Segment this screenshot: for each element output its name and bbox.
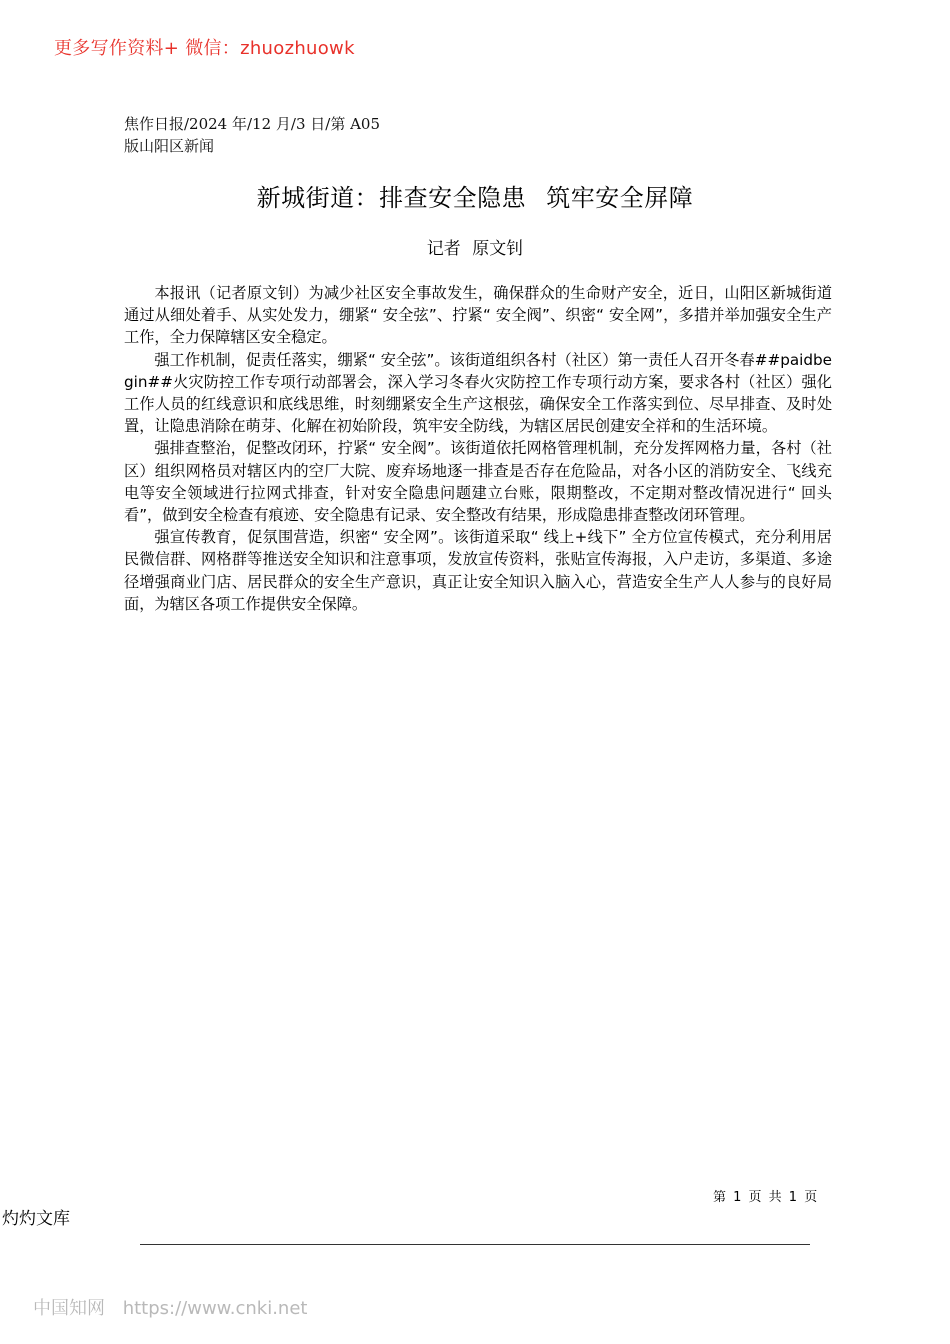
article-byline: 记者 原文钊 (426, 239, 524, 259)
footer-divider (140, 1244, 810, 1245)
article-title: 新城街道：排查安全隐患 筑牢安全屏障 (256, 184, 694, 212)
article-body (124, 282, 832, 615)
article-paragraph: 强排查整治，促整改闭环，拧紧“ 安全阀”。该街道依托网格管理机制，充分发挥网格力量，各村（社区）组织网格员对辖区内的空厂大院、废弃场地逐一排查是否存在危险品，对各小区的消防安全、飞线充电等安全领域进行拉网式排查，针对安全隐患问题建立台账，限期整改，不定期对整改情况进行“ 回头看”，做到安全检查有痕迹、安全隐患有记录、安全整改有结果，形成隐患排查整改闭环管理。 (124, 439, 832, 525)
source-line-2: 版山阳区新闻 (124, 137, 215, 155)
library-label: 灼灼文库 (2, 1209, 70, 1229)
cnki-watermark: 中国知网 https://www.cnki.net (33, 1298, 308, 1319)
source-line-1: 焦作日报/2024 年/12 月/3 日/第 A05 (124, 115, 381, 133)
article-paragraph: 本报讯（记者原文钊）为减少社区安全事故发生，确保群众的生命财产安全，近日，山阳区新城街道通过从细处着手、从实处发力，绷紧“ 安全弦”、拧紧“ 安全阀”、织密“ 安全网”，多措并举加强安全生产工作，全力保障辖区安全稳定。 (124, 284, 832, 347)
page-number: 第 1 页 共 1 页 (713, 1190, 818, 1205)
promo-banner: 更多写作资料+ 微信：zhuozhuowk (54, 38, 355, 59)
article-paragraph: 强工作机制，促责任落实，绷紧“ 安全弦”。该街道组织各村（社区）第一责任人召开冬春##paidbegin##火灾防控工作专项行动部署会，深入学习冬春火灾防控工作专项行动方案，要求各村（社区）强化工作人员的红线意识和底线思维，时刻绷紧安全生产这根弦，确保安全工作落实到位、尽早排查、及时处置，让隐患消除在萌芽、化解在初始阶段，筑牢安全防线，为辖区居民创建安全祥和的生活环境。 (124, 350, 832, 436)
source-citation (124, 113, 380, 157)
article-paragraph: 强宣传教育，促氛围营造，织密“ 安全网”。该街道采取“ 线上+线下” 全方位宣传模式，充分利用居民微信群、网格群等推送安全知识和注意事项，发放宣传资料，张贴宣传海报，入户走访，多渠道、多途径增强商业门店、居民群众的安全生产意识，真正让安全知识入脑入心，营造安全生产人人参与的良好局面，为辖区各项工作提供安全保障。 (124, 528, 832, 613)
